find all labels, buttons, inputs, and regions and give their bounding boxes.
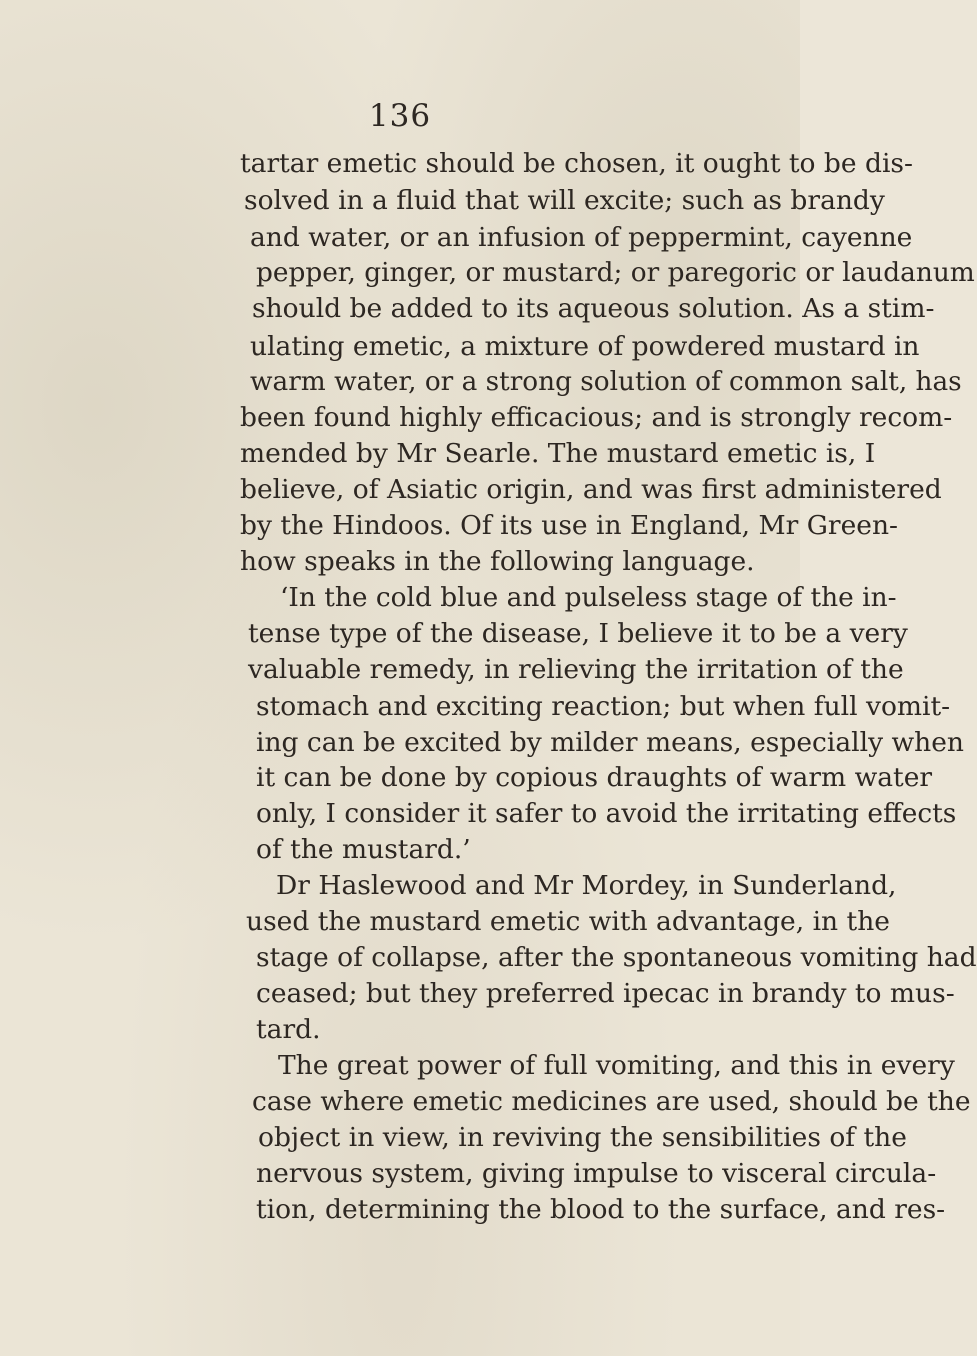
text-line: ing can be excited by milder means, especially when — [256, 727, 964, 758]
text-line: ceased; but they preferred ipecac in brandy to mus- — [256, 978, 955, 1009]
text-line: nervous system, giving impulse to visceral circula- — [256, 1158, 937, 1189]
text-line: solved in a fluid that will excite; such as brandy — [244, 185, 885, 216]
page-number: 136 — [368, 98, 432, 134]
text-line: tion, determining the blood to the surface, and res- — [256, 1194, 946, 1225]
text-line: should be added to its aqueous solution. As a stim- — [252, 293, 935, 324]
text-line: only, I consider it safer to avoid the irritating effects — [256, 798, 957, 829]
text-line: stomach and exciting reaction; but when full vomit- — [256, 691, 951, 722]
text-line: valuable remedy, in relieving the irritation of the — [248, 654, 904, 685]
text-line: been found highly efficacious; and is strongly recom- — [240, 402, 953, 433]
text-line: ulating emetic, a mixture of powdered mustard in — [250, 331, 920, 362]
text-line: tartar emetic should be chosen, it ought to be dis- — [240, 148, 913, 179]
text-line: how speaks in the following language. — [240, 546, 755, 577]
text-line: used the mustard emetic with advantage, in the — [246, 906, 890, 937]
text-line: pepper, ginger, or mustard; or paregoric or laudanum — [256, 257, 975, 288]
text-line: tard. — [256, 1014, 321, 1045]
text-line: stage of collapse, after the spontaneous vomiting had — [256, 942, 977, 973]
text-line: believe, of Asiatic origin, and was first administered — [240, 474, 942, 505]
text-line: object in view, in reviving the sensibilities of the — [258, 1122, 907, 1153]
text-line: it can be done by copious draughts of warm water — [256, 762, 933, 793]
text-line: mended by Mr Searle. The mustard emetic is, I — [240, 438, 876, 469]
text-line: ‘In the cold blue and pulseless stage of the in- — [280, 582, 897, 613]
text-line: warm water, or a strong solution of common salt, has — [250, 366, 962, 397]
text-line: case where emetic medicines are used, should be the — [252, 1086, 971, 1117]
text-line: tense type of the disease, I believe it to be a very — [248, 618, 908, 649]
text-line: and water, or an infusion of peppermint, cayenne — [250, 222, 913, 253]
text-line: by the Hindoos. Of its use in England, Mr Green- — [240, 510, 898, 541]
text-line: of the mustard.’ — [256, 834, 471, 865]
text-line: The great power of full vomiting, and this in every — [278, 1050, 955, 1081]
text-line: Dr Haslewood and Mr Mordey, in Sunderland, — [276, 870, 897, 901]
